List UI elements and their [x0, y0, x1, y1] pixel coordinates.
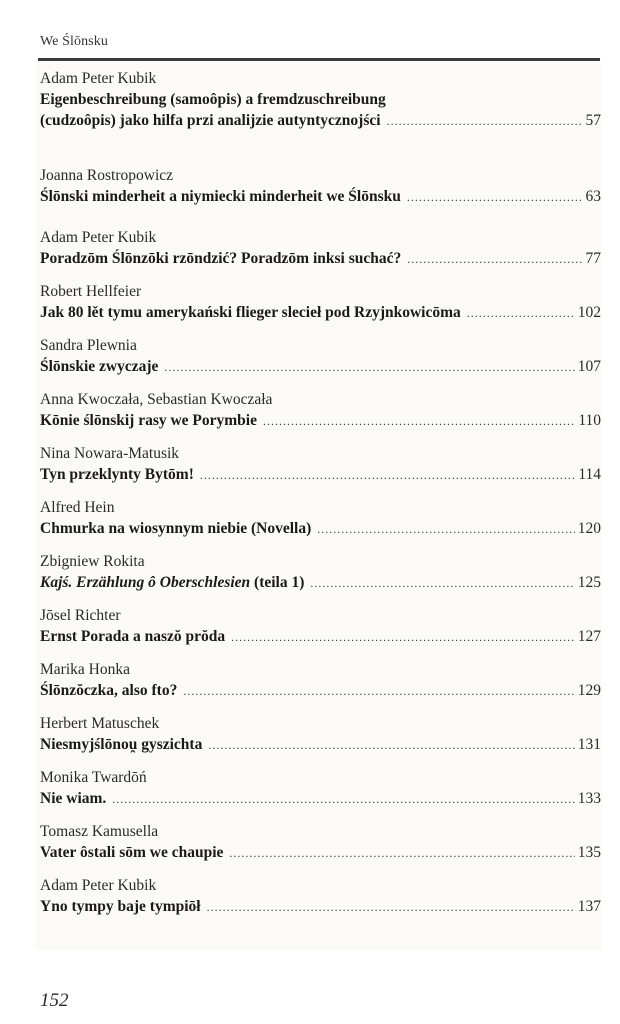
entry-page-number: 102 [577, 304, 601, 321]
entry-page-number: 107 [577, 358, 601, 375]
entry-author: Adam Peter Kubik [40, 70, 157, 87]
entry-page-number: 131 [577, 736, 601, 753]
entry-author: Zbigniew Rokita [40, 553, 145, 570]
toc-entry [40, 165, 601, 208]
entry-title: (cudzoôpis) jako hilfa przi analijzie autyntycznojści [40, 112, 381, 129]
entry-title-line-2 [40, 110, 601, 132]
toc-entry [40, 713, 601, 756]
dot-leader [467, 303, 575, 324]
dot-leader [231, 627, 575, 648]
toc-entry [40, 821, 601, 864]
toc-entry [40, 497, 601, 540]
dot-leader [310, 573, 574, 594]
dot-leader [229, 843, 574, 864]
entry-author: Herbert Matuschek [40, 715, 160, 732]
toc-entry [40, 335, 601, 378]
entry-author: Sandra Plewnia [40, 337, 137, 354]
header-rule [38, 58, 600, 61]
dot-leader [200, 465, 575, 486]
entry-page-number: 110 [578, 412, 601, 429]
dot-leader [317, 519, 574, 540]
entry-title: Jak 80 lět tymu amerykański flieger slecieł pod Rzyjnkowicōma [40, 304, 461, 321]
entry-title-line [40, 302, 601, 324]
entry-title-line [40, 734, 601, 756]
entry-title: Chmurka na wiosynnym niebie (Novella) [40, 520, 312, 537]
entry-title: Kōnie ślōnskij rasy we Porymbie [40, 412, 257, 429]
entry-title: Niesmyjślōnou̯ gyszichta [40, 736, 203, 753]
entry-page-number: 77 [585, 250, 601, 267]
dot-leader [407, 249, 582, 270]
toc-entry [40, 551, 601, 594]
entry-title: Eigenbeschreibung (samoôpis) a fremdzuschreibung [40, 91, 386, 108]
entry-title-line [40, 788, 601, 810]
entry-page-number: 129 [577, 682, 601, 699]
entry-title: Yno tympy baje tympiōł [40, 898, 201, 915]
entry-author: Jōsel Richter [40, 607, 121, 624]
entry-title-line [40, 410, 601, 432]
toc-entry [40, 227, 601, 270]
entry-page-number: 63 [585, 188, 601, 205]
toc-entry [40, 389, 601, 432]
dot-leader [208, 735, 574, 756]
page-number: 152 [40, 990, 69, 1011]
entry-title-line [40, 896, 601, 918]
entry-page-number: 114 [578, 466, 601, 483]
entry-page-number: 133 [577, 790, 601, 807]
entry-author: Nina Nowara-Matusik [40, 445, 180, 462]
entry-title: Ślōnski minderheit a niymiecki minderheit we Ślōnsku [40, 188, 401, 205]
dot-leader [112, 789, 574, 810]
entry-title-line [40, 842, 601, 864]
entry-author: Anna Kwoczała, Sebastian Kwoczała [40, 391, 273, 408]
entry-title: Ślōnzŏczka, also fto? [40, 682, 178, 699]
entry-title: Ślōnskie zwyczaje [40, 358, 159, 375]
entry-title: Nie wiam. [40, 790, 107, 807]
toc-entry [40, 605, 601, 648]
toc-entry [40, 68, 601, 132]
entry-title [40, 572, 304, 593]
toc-entry [40, 875, 601, 918]
toc-entry [40, 443, 601, 486]
entry-author: Robert Hellfeier [40, 283, 142, 300]
entry-page-number: 137 [577, 898, 601, 915]
entry-author: Monika Twardōń [40, 769, 147, 786]
entry-page-number: 57 [585, 112, 601, 129]
entry-author: Alfred Hein [40, 499, 115, 516]
entry-title: Ernst Porada a naszŏ prŏda [40, 628, 226, 645]
entry-title-line [40, 680, 601, 702]
entry-title-line [40, 518, 601, 540]
toc-entry [40, 659, 601, 702]
entry-author: Marika Honka [40, 661, 130, 678]
entry-author: Tomasz Kamusella [40, 823, 159, 840]
dot-leader [207, 897, 575, 918]
entry-author: Adam Peter Kubik [40, 877, 157, 894]
entry-title-line [40, 626, 601, 648]
entry-page-number: 125 [577, 574, 601, 591]
entry-title-rest: (teila 1) [250, 574, 305, 591]
entry-title: Poradzōm Ślōnzōki rzōndzić? Poradzōm inksi suchać? [40, 250, 402, 267]
toc-entry [40, 767, 601, 810]
entry-title-line [40, 464, 601, 486]
entry-title-line [40, 186, 601, 208]
entry-author: Joanna Rostropowicz [40, 167, 174, 184]
entry-title: Vater ôstali sōm we chaupie [40, 844, 224, 861]
entry-page-number: 135 [577, 844, 601, 861]
entry-page-number: 127 [577, 628, 601, 645]
entry-title-line-1 [40, 89, 601, 110]
entry-page-number: 120 [577, 520, 601, 537]
entry-title-line [40, 572, 601, 594]
toc-entry [40, 281, 601, 324]
dot-leader [164, 357, 574, 378]
table-of-contents [40, 68, 601, 918]
dot-leader [183, 681, 574, 702]
running-head: We Ślōnsku [40, 34, 108, 49]
entry-title-italic: Kajś. Erzählung ô Oberschlesien [40, 574, 251, 591]
entry-author: Adam Peter Kubik [40, 229, 157, 246]
entry-title: Tyn przeklynty Bytōm! [40, 466, 194, 483]
entry-title-line [40, 248, 601, 270]
entry-title-line [40, 356, 601, 378]
dot-leader [263, 411, 575, 432]
dot-leader [407, 187, 583, 208]
dot-leader [387, 111, 583, 132]
